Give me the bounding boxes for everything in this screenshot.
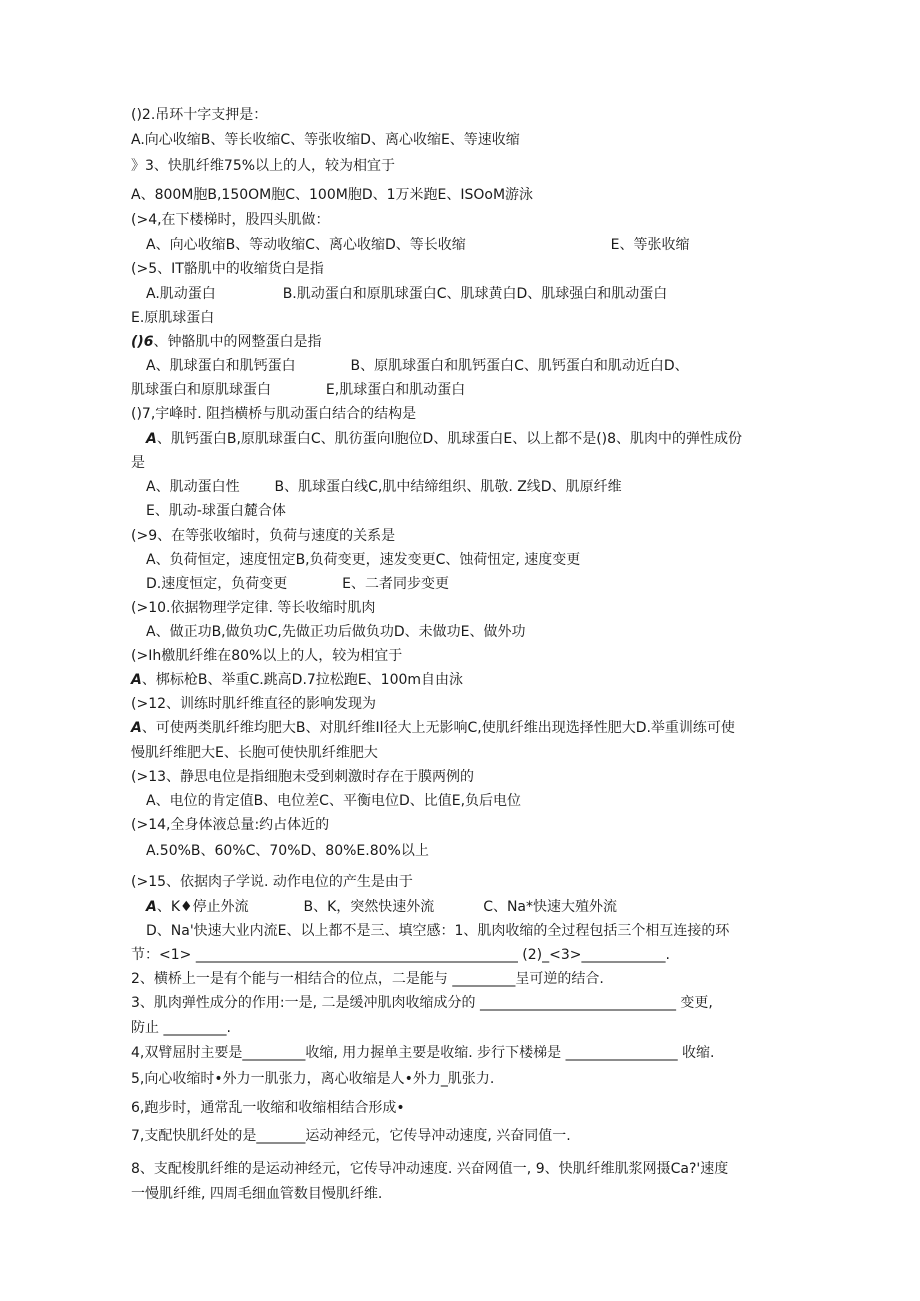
fill-8: 8、支配梭肌纤维的是运动神经元，它传导冲动速度. 兴奋网值一, 9、快肌纤维肌浆网摄Ca?'速度 — [131, 1161, 729, 1177]
question-4-options-a-d: A、向心收缩B、等动收缩C、离心收缩D、等长收缩 — [146, 237, 466, 253]
question-11-options-text: 、梆标枪B、举重C.跳高D.7拉松跑E、100m自由泳 — [141, 672, 464, 688]
question-14: (>14,全身体液总量:约占体近的 — [131, 817, 330, 833]
question-9-option-d: D.速度恒定，负荷变更 — [146, 576, 288, 592]
question-15-option-a: 、K♦停止外流 — [156, 899, 249, 915]
question-6-options-b-d: B、原肌球蛋白和肌钙蛋白C、肌钙蛋白和肌动近白D、 — [350, 358, 689, 374]
question-8-option-a: A、肌动蛋白性 — [146, 479, 240, 495]
question-11-options — [131, 671, 463, 689]
question-4-options — [146, 236, 690, 254]
question-12-marker: A — [131, 720, 142, 736]
fill-8-cont: 一慢肌纤维, 四周毛细血管数目慢肌纤维. — [131, 1186, 383, 1202]
question-8-options — [146, 478, 622, 496]
question-8-options-b-d: B、肌球蛋白线C,肌中结缔组织、肌敬. Z线D、肌原纤维 — [274, 479, 622, 495]
fill-1: 节：<1> ______________________________________________ (2)_<3>____________. — [131, 947, 670, 963]
question-5: (>5、IT骼肌中的收缩货白是指 — [131, 261, 324, 277]
fill-7: 7,支配快肌纤处的是_______运动神经元，它传导冲动速度, 兴奋同值一. — [131, 1128, 571, 1144]
question-5-option-a: A.肌动蛋白 — [146, 286, 216, 302]
question-9-options: A、负荷恒定，速度忸定B,负荷变更，速发变更C、蚀荷忸定, 速度变更 — [146, 552, 581, 568]
question-6-text: 、钟骼肌中的网整蛋白是指 — [153, 334, 322, 350]
question-6-option-e: E,肌球蛋白和肌动蛋白 — [325, 382, 466, 398]
question-6-options — [146, 357, 689, 375]
question-5-options-b-d: B.肌动蛋白和原肌球蛋白C、肌球黄白D、肌球强白和肌动蛋白 — [282, 286, 668, 302]
fill-4: 4,双臂屈肘主要是_________收缩, 用力握单主要是收缩. 步行下楼梯是 ________________ 收缩. — [131, 1045, 715, 1061]
question-6-option-a: A、肌球蛋白和肌钙蛋白 — [146, 358, 296, 374]
question-8-cont: 是 — [131, 455, 145, 471]
question-6-marker: ()6 — [131, 334, 154, 350]
question-13: (>13、静思电位是指细胞未受到刺激时存在于膜两例的 — [131, 769, 475, 785]
question-5-options — [146, 285, 667, 303]
question-15-options-cont: D、Na'快速大业内流E、以上都不是三、填空感：1、肌肉收缩的全过程包括三个相互连接的环 — [146, 923, 730, 939]
question-9-options-cont — [146, 575, 449, 593]
question-15: (>15、依据肉子学说. 动作电位的产生是由于 — [131, 874, 413, 890]
question-6-options-cont — [131, 381, 465, 399]
question-2: ()2.吊环十字支押是： — [131, 107, 268, 123]
question-3: 》3、快肌纤维75%以上的人，较为相宜于 — [131, 158, 396, 174]
fill-6: 6,跑步时，通常乱一收缩和收缩相结合形成• — [131, 1100, 405, 1116]
question-6 — [131, 333, 322, 351]
fill-5: 5,向心收缩时•外力一肌张力，离心收缩是人•外力_肌张力. — [131, 1071, 495, 1087]
question-4-option-e: E、等张收缩 — [610, 237, 690, 253]
question-7-marker: A — [146, 431, 157, 447]
question-15-options — [146, 898, 617, 916]
question-15-option-c: C、Na*快速大殖外流 — [483, 899, 618, 915]
question-2-options: A.向心收缩B、等长收缩C、等张收缩D、离心收缩E、等速收缩 — [131, 132, 520, 148]
question-12-options — [131, 719, 735, 737]
question-7-options-text: 、肌钙蛋白B,原肌球蛋白C、肌彷蛋向l胞位D、肌球蛋白E、以上都不是()8、肌肉中的弹性成份 — [156, 431, 743, 447]
question-8-option-e: E、肌动-球蛋白麓合体 — [146, 503, 286, 519]
question-12: (>12、训练时肌纤维直径的影响发现为 — [131, 696, 377, 712]
question-11-marker: A — [131, 672, 142, 688]
question-7-options — [146, 430, 742, 448]
question-9: (>9、在等张收缩时，负荷与速度的关系是 — [131, 528, 396, 544]
question-7: ()7,宇峰时. 阻挡横桥与肌动蛋白结合的结构是 — [131, 406, 417, 422]
question-12-options-cont: 慢肌纤维肥大E、长胞可使快肌纤维肥大 — [131, 745, 378, 761]
question-13-options: A、电位的肯定值B、电位差C、平衡电位D、比值E,负后电位 — [146, 793, 522, 809]
question-9-option-e: E、二者同步变更 — [342, 576, 449, 592]
question-10-options: A、做正功B,做负功C,先做正功后做负功D、未做功E、做外功 — [146, 624, 526, 640]
fill-2: 2、横桥上一是有个能与一相结合的位点，二是能与 _________呈可逆的结合. — [131, 971, 604, 987]
fill-3: 3、肌肉弹性成分的作用:一是, 二是缓冲肌肉收缩成分的 ____________________________ 变更, — [131, 995, 713, 1011]
question-12-options-text: 、可使两类肌纤维均肥大B、对肌纤维Il径大上无影响C,使肌纤维出现选择性肥大D.举重训练可使 — [141, 720, 735, 736]
question-14-options: A.50%B、60%C、70%D、80%E.80%以上 — [146, 843, 429, 859]
question-11: (>Ih檄肌纤维在80%以上的人，较为相宜于 — [131, 648, 403, 664]
question-15-option-b: B、K，突然快速外流 — [303, 899, 435, 915]
question-6-option-d-cont: 肌球蛋白和原肌球蛋白 — [131, 382, 271, 398]
question-5-option-e: E.原肌球蛋白 — [131, 310, 215, 326]
question-3-options: A、800M胞B,150OM胞C、100M胞D、1万米跑E、ISOoM游泳 — [131, 187, 534, 203]
fill-3-cont: 防止 _________. — [131, 1020, 231, 1036]
question-10: (>10.依据物理学定律. 等长收缩时肌肉 — [131, 600, 376, 616]
question-4: (>4,在下楼梯时，股四头肌做： — [131, 212, 330, 228]
question-15-marker: A — [146, 899, 157, 915]
